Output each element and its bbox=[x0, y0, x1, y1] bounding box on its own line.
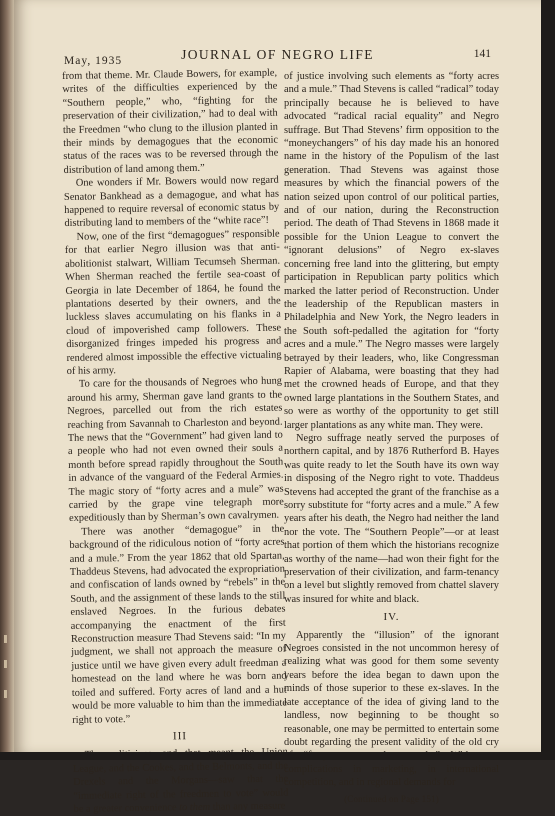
paragraph: Apparently the “illusion” of the ignorant Negroes consisted in the not uncommon heresy of realizing what was good for them some seventy years before the idea began to dawn upon the minds of those superior to these ex-slaves. In the late acceptance of the idea of giving land to the landless, now beginning to be thought so reasonable, one may be permitted to entertain some doubt regarding the present validity of the old cry complications in marketing, in international competition, and in regional demands for bbox=[284, 629, 499, 789]
binding-mark bbox=[4, 635, 7, 643]
paragraph: Negro suffrage neatly served the purposes of northern capital, and by 1876 Rutherford B. Hayes was quite ready to let the South have its own way in disposing of the Negro right to vote. Thaddeus Stevens had accepted the grant of the franchise as a sorry substitute for “forty acres and a mule.” A few years after his death, the Negro had neither the land nor the vote. The “Southern People”—or at least that portion of them which the historians recognize as worthy of the name—had won their fight for the preservation of their civilization, and farm-tenancy on a level but slightly removed from chattel slavery was insured for white and black. bbox=[284, 432, 499, 605]
section-heading: III bbox=[172, 730, 188, 743]
paragraph: of justice involving such elements as “forty acres and a mule.” Thad Stevens is called “radical” today principally because he is believed to have advocated “radical racial equality” and Negro suffrage. But Thad Stevens’ firm opposition to the “moneychangers” of his day made his an honored name in the history of the Populism of the last generation. Thad Stevens was against those measures by which the financial powers of the nation seized upon control of our political parties, and of our nation, during the Reconstruction period. The death of Thad Stevens in 1868 made it possible for the Union League to convert the “ignorant delusions” of Negro ex-slaves concerning free land into the glittering, but empty participation in Republican party politics which marked the latter period of Reconstruction. Under the leadership of the Republican masters in Philadelphia and New York, the Negro leaders in the South soft-pedalled the agitation for “forty acres and a mule.” The Negro masses were largely betrayed by their leaders, who, like Congressman Rapier of Alabama, were boasting that they had met the crowned heads of Europe, and that they owned large plantations in the Southern States, and so were as worthy of the opportunity to get still larger plantations as any white man. They were. bbox=[284, 71, 499, 431]
scan-border-bottom bbox=[0, 752, 555, 760]
emphasis-text: to them bbox=[179, 801, 211, 814]
page-number: 141 bbox=[473, 48, 491, 60]
left-column bbox=[62, 67, 289, 816]
paragraph-text: than any measure bbox=[209, 800, 286, 813]
paragraph: There was another “demagogue” in the background of the ridiculous notion of “forty acres and a mule.” From the year 1862 that old Spartan, Thaddeus Stevens, had advocated the expropriation and confiscation of lands owned by “rebels” in the South, and the assignment of these lands to the still enslaved Negroes. In the furious debates accompanying the enactment of the first Reconstruction measure Thad Stevens said: “In my judgment, we shall not approach the measure of justice until we have given every adult freedman a homestead on the land where he was born and toiled and suffered. Forty acres of land and a hut would be more valuable to him than the immediate right to vote.” bbox=[69, 523, 288, 726]
paragraph: Now, one of the first “demagogues” responsible for that earlier Negro illusion was that anti-abolitionist stalwart, William Tecumseh Sherman. When Sherman reached the fertile sea-coast of Georgia in late December of 1864, he found the plantations deserted by their owners, and the luckless slaves accumulating on his flanks in a cloud of impoverished camp followers. These disorganized fringes impeded his progress and rendered almost impossible the effective victualing of his army. bbox=[64, 228, 282, 377]
binding-mark bbox=[4, 660, 7, 668]
paragraph: One wonders if Mr. Bowers would now regard Senator Bankhead as a demagogue, and what has happened to require reversal of economic status by distributing land to members of the “white race”! bbox=[63, 174, 280, 230]
issue-date: May, 1935 bbox=[64, 55, 123, 67]
paragraph: To care for the thousands of Negroes who hung around his army, Sherman gave land grants to the Negroes, parcelled out from the rich estates reaching from Savannah to Charleston and beyond. The news that the “Government” had given land to a people who had not even owned their souls a month before spread rapidly throughout the South in advance of the vanguard of the Federal Armies. The magic story of “forty acres and a mule” was carried by the grape vine telegraph more expeditiously than by Sherman’s own cavalrymen. bbox=[67, 375, 284, 525]
right-column bbox=[284, 70, 499, 806]
binding-mark bbox=[4, 690, 7, 698]
paragraph: from that theme. Mr. Claude Bowers, for example, writes of the difficulties experienced by the “Southern people,” who, “fighting for the preservation of their civilization,” had to deal with the Freedmen “who clung to the illusion planted in their minds by demagogues that the economic status of the races was to be reversed through the distribution of land among them.” bbox=[62, 67, 279, 176]
journal-title: JOURNAL OF NEGRO LIFE bbox=[181, 47, 374, 62]
continued-note: (Continued on Page 151) bbox=[344, 793, 439, 804]
paragraph-text: League, and the Cookes, and the Belmonts, and the Drexels and the Morgans—saw that the “immediate right of the freedmen to vote” would be a greater convenience bbox=[72, 760, 289, 815]
scan-border-right bbox=[541, 0, 555, 760]
journal-page bbox=[14, 0, 541, 815]
section-heading: IV. bbox=[383, 611, 400, 624]
